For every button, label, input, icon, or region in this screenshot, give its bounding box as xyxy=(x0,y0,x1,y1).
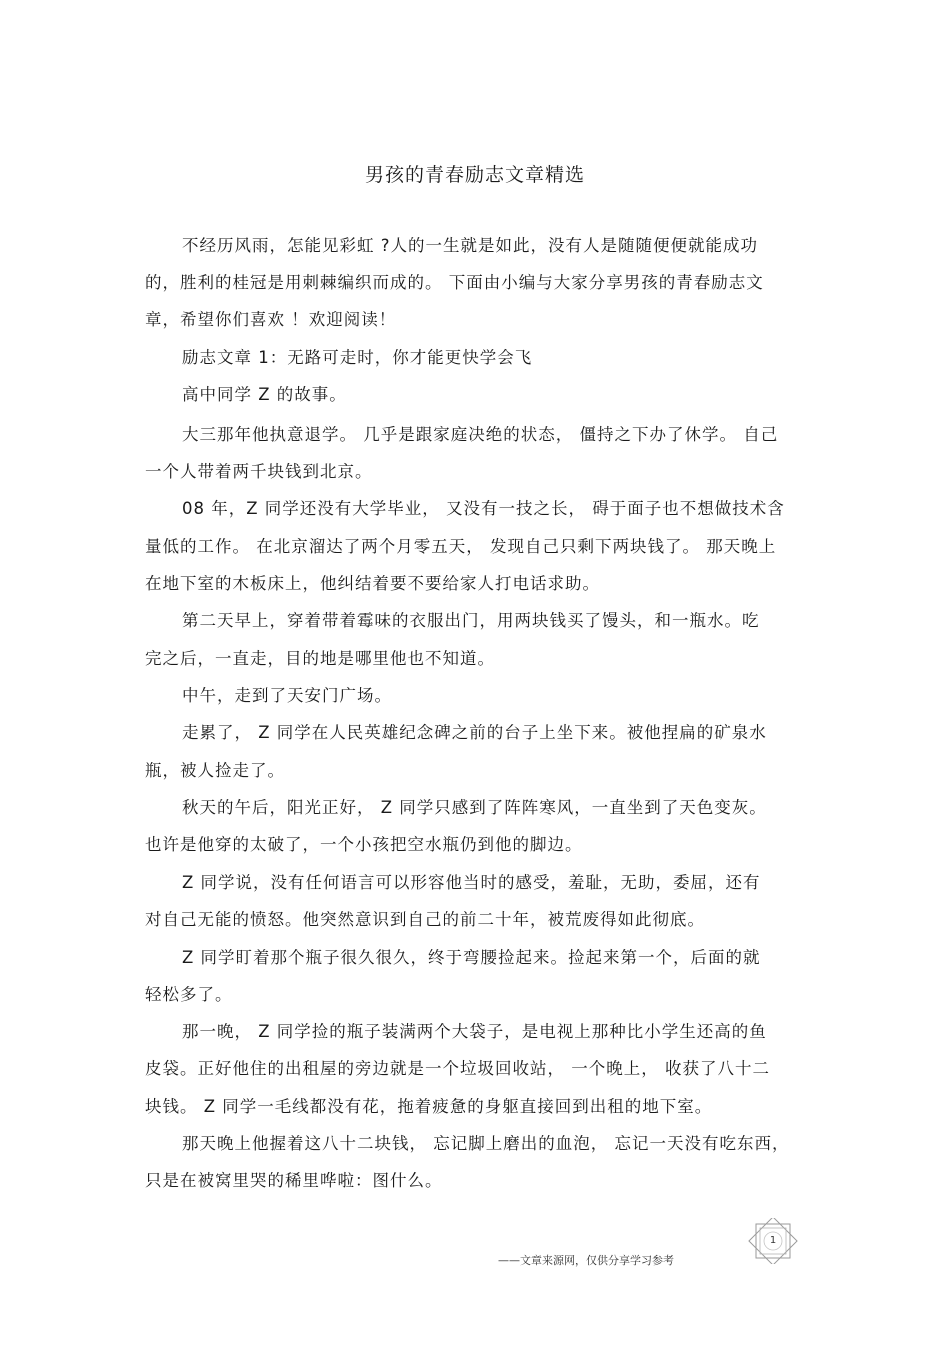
paragraph-line: 瓶，被人捡走了。 xyxy=(145,761,285,780)
paragraph-line: 轻松多了。 xyxy=(145,985,233,1004)
paragraph-line: 章，希望你们喜欢 ！欢迎阅读！ xyxy=(145,310,397,329)
paragraph-line: 不经历风雨，怎能见彩虹 ?人的一生就是如此，没有人是随随便便就能成功 xyxy=(182,236,759,255)
paragraph-line: 大三那年他执意退学。 几乎是跟家庭决绝的状态， 僵持之下办了休学。 自己 xyxy=(182,425,779,444)
paragraph-line: 一个人带着两千块钱到北京。 xyxy=(145,462,373,481)
paragraph-line: 对自己无能的愤怒。他突然意识到自己的前二十年，被荒废得如此彻底。 xyxy=(145,910,705,929)
paragraph-line: 块钱。 Z 同学一毛线都没有花，拖着疲惫的身躯直接回到出租的地下室。 xyxy=(145,1097,713,1116)
document-title: 男孩的青春励志文章精选 xyxy=(364,164,585,186)
page-number: 1 xyxy=(769,1235,777,1246)
paragraph-line: Z 同学说，没有任何语言可以形容他当时的感受，羞耻，无助，委屈，还有 xyxy=(182,873,761,892)
paragraph-line: 在地下室的木板床上，他纠结着要不要给家人打电话求助。 xyxy=(145,574,600,593)
paragraph-line: 皮袋。正好他住的出租屋的旁边就是一个垃圾回收站， 一个晚上， 收获了八十二 xyxy=(145,1059,770,1078)
paragraph-line: 第二天早上，穿着带着霉味的衣服出门，用两块钱买了馒头，和一瓶水。吃 xyxy=(182,611,760,630)
paragraph-line: 也许是他穿的太破了，一个小孩把空水瓶仍到他的脚边。 xyxy=(145,835,583,854)
paragraph-line: 励志文章 1：无路可走时，你才能更快学会飞 xyxy=(182,348,533,367)
paragraph-line: 只是在被窝里哭的稀里哗啦：图什么。 xyxy=(145,1171,443,1190)
paragraph-line: 中午，走到了天安门广场。 xyxy=(182,686,392,705)
page-number-badge xyxy=(748,1218,798,1264)
paragraph-line: 秋天的午后，阳光正好， Z 同学只感到了阵阵寒风，一直坐到了天色变灰。 xyxy=(182,798,767,817)
paragraph-line: 那天晚上他握着这八十二块钱， 忘记脚上磨出的血泡， 忘记一天没有吃东西， xyxy=(182,1134,790,1153)
paragraph-line: 走累了， Z 同学在人民英雄纪念碑之前的台子上坐下来。被他捏扁的矿泉水 xyxy=(182,723,767,742)
paragraph-line: 的，胜利的桂冠是用刺棘编织而成的。 下面由小编与大家分享男孩的青春励志文 xyxy=(145,273,764,292)
paragraph-line: 那一晚， Z 同学捡的瓶子装满两个大袋子，是电视上那种比小学生还高的鱼 xyxy=(182,1022,767,1041)
paragraph-line: 量低的工作。 在北京溜达了两个月零五天， 发现自己只剩下两块钱了。 那天晚上 xyxy=(145,537,777,556)
paragraph-line: Z 同学盯着那个瓶子很久很久，终于弯腰捡起来。捡起来第一个，后面的就 xyxy=(182,948,761,967)
paragraph-line: 08 年，Z 同学还没有大学毕业， 又没有一技之长， 碍于面子也不想做技术含 xyxy=(182,499,785,518)
footer-source-note: ——文章来源网，仅供分享学习参考 xyxy=(498,1254,674,1267)
paragraph-line: 高中同学 Z 的故事。 xyxy=(182,385,347,404)
paragraph-line: 完之后，一直走，目的地是哪里他也不知道。 xyxy=(145,649,495,668)
